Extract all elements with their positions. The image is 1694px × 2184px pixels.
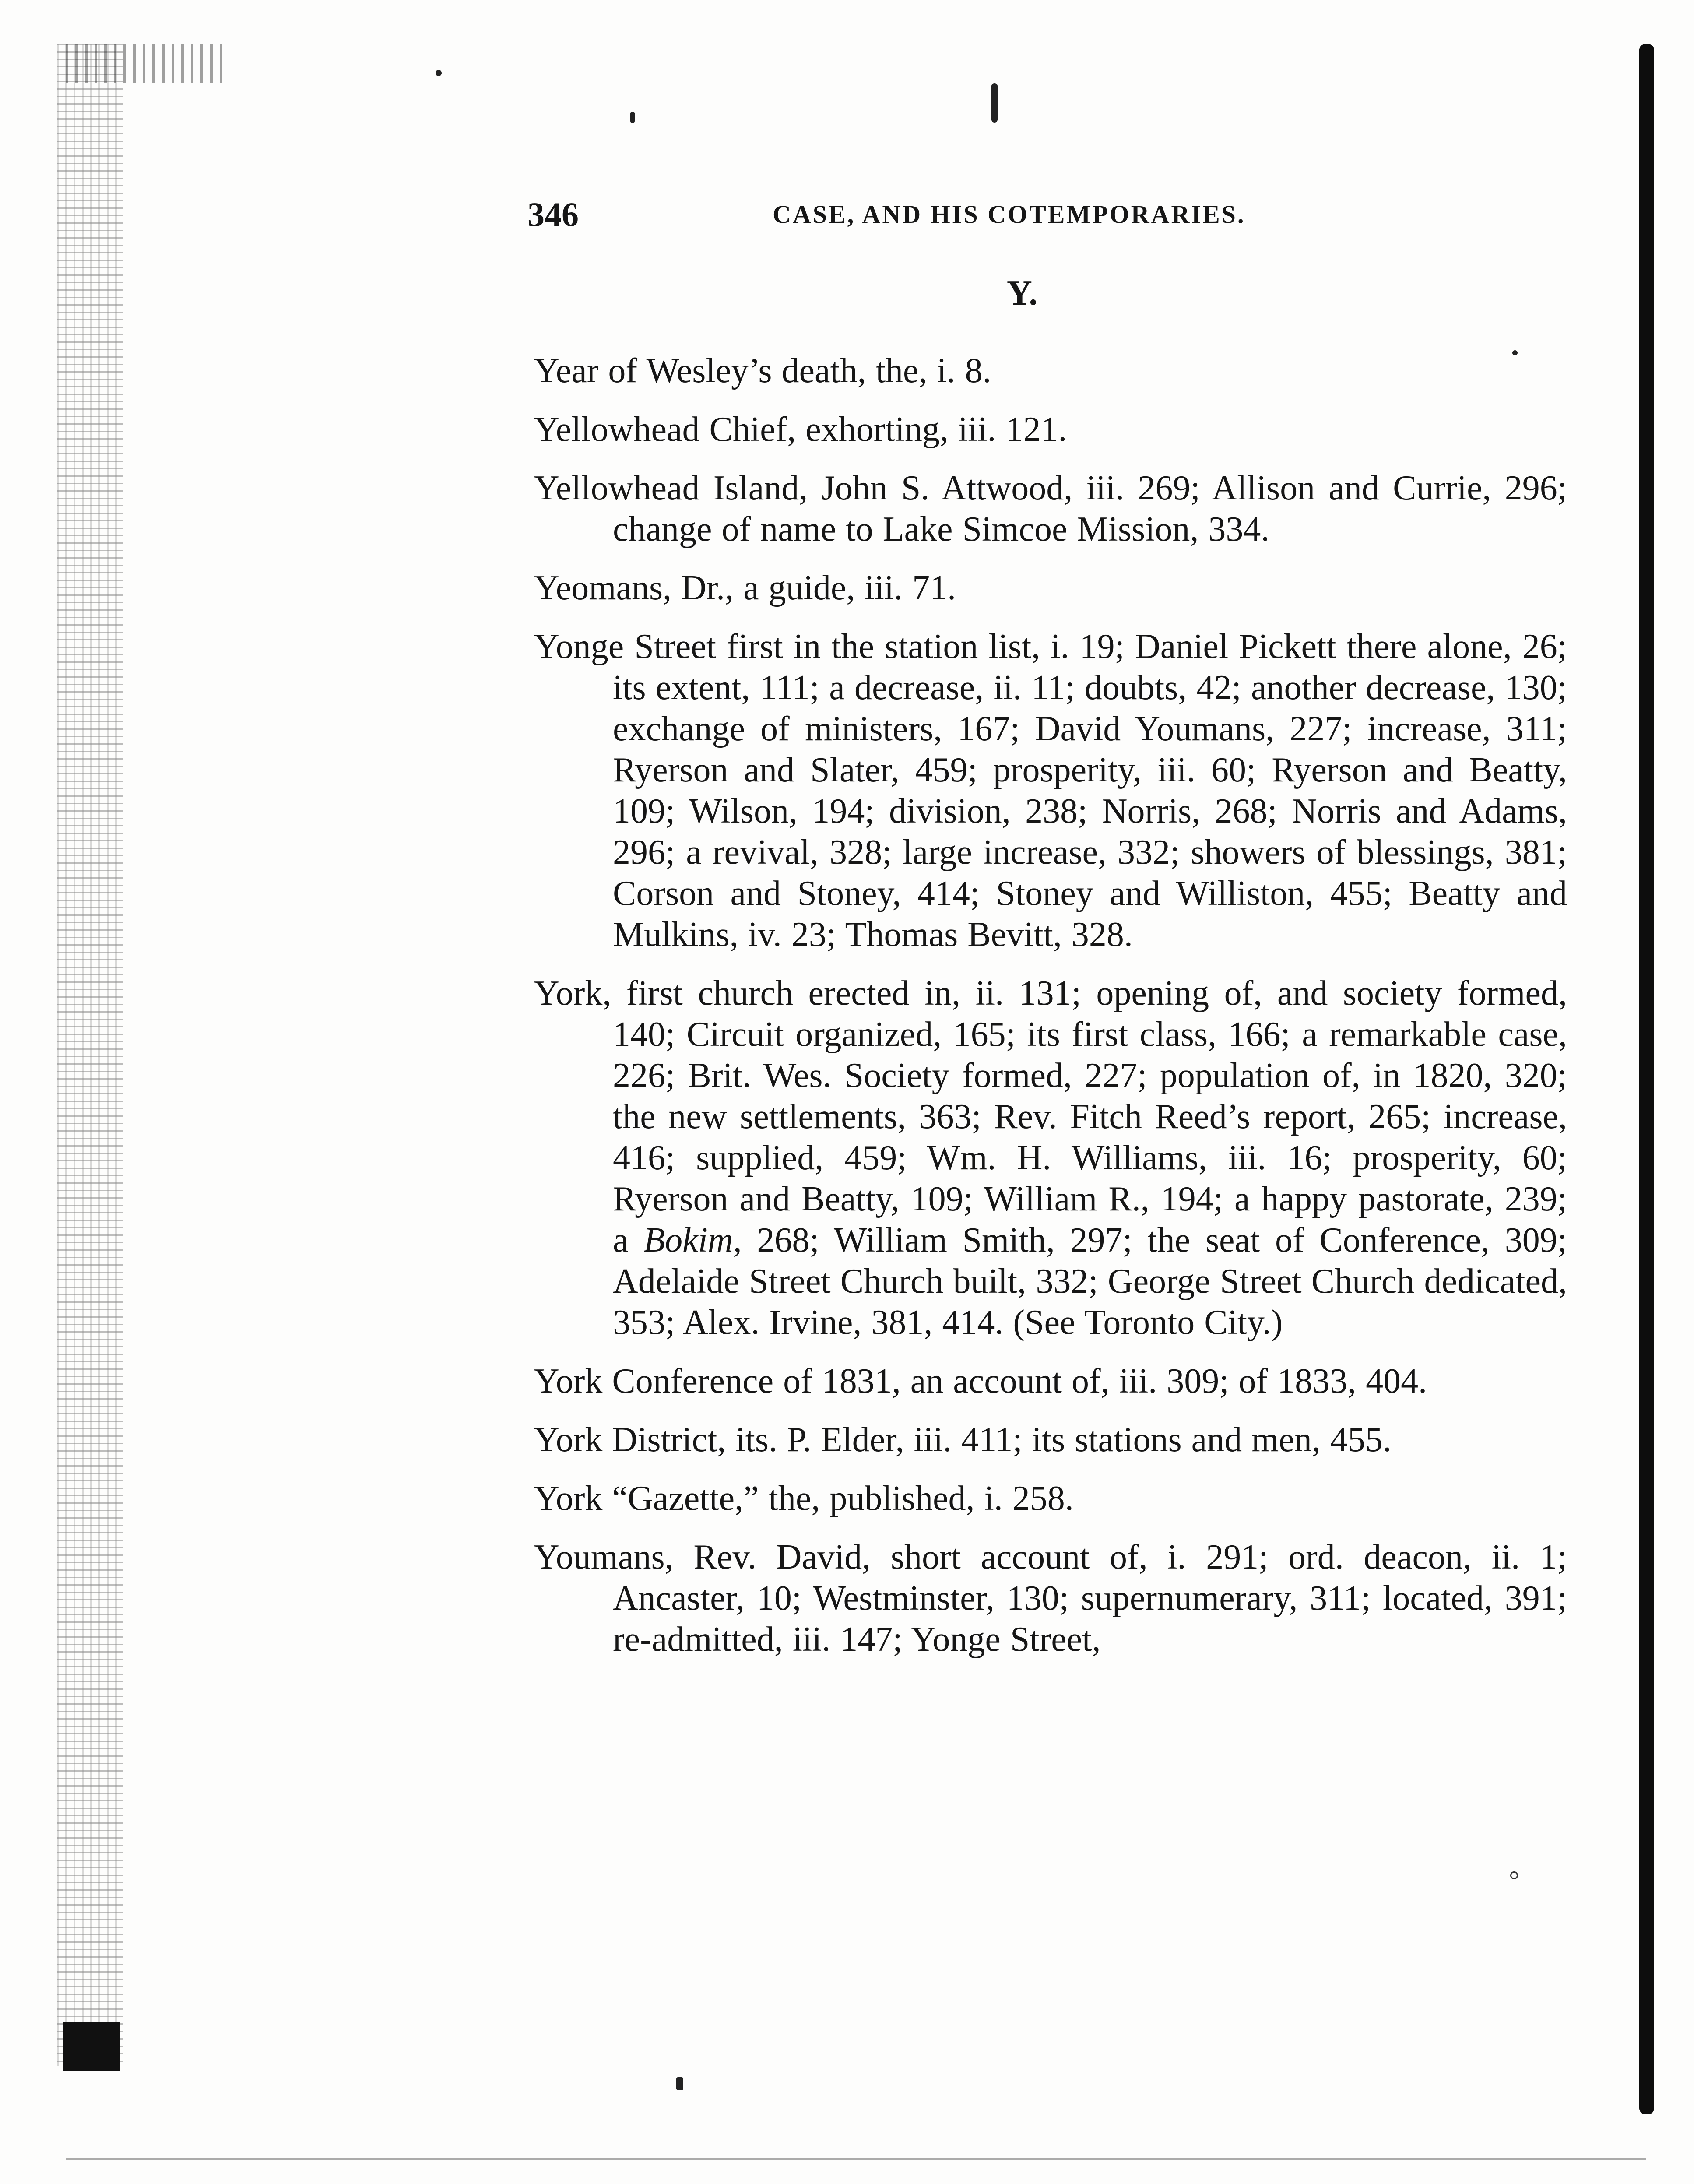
index-entry bbox=[534, 973, 1567, 1343]
index-entry: Yellowhead Island, John S. Attwood, iii. 269; Allison and Currie, 296; change of name to Lake Simcoe Mission, 334. bbox=[534, 469, 1567, 549]
scan-speck bbox=[676, 2077, 683, 2090]
scan-speck bbox=[1510, 1871, 1518, 1879]
page-number: 346 bbox=[527, 195, 579, 233]
index-entry: Yonge Street first in the station list, i. 19; Daniel Pickett there alone, 26; its extent, 111; a decrease, ii. 11; doubts, 42; another decrease, 130; exchange of ministers, 167; David Youmans, 227; increase, 311; Ryerson and Slater, 459; prosperity, iii. 60; Ryerson and Beatty, 109; Wilson, 194; division, 238; Norris, 268; Norris and Adams, 296; a revival, 328; large increase, 332; showers of blessings, 381; Corson and Stoney, 414; Stoney and Williston, 455; Beatty and Mulkins, iv. 23; Thomas Bevitt, 328. bbox=[534, 627, 1567, 954]
index-entry: York District, its. P. Elder, iii. 411; its stations and men, 455. bbox=[534, 1421, 1392, 1459]
index-entries bbox=[534, 350, 1567, 1678]
index-entry-text: York, first church erected in, ii. 131; opening of, and society formed, 140; Circuit organized, 165; its first class, 166; a remarkable case, 226; Brit. Wes. Society formed, 227; population of, in 1820, 320; the new settlements, 363; Rev. Fitch Reed’s report, 265; increase, 416; supplied, 459; Wm. H. Williams, iii. 16; prosperity, 60; Ryerson and Beatty, 109; William R., 194; a happy pastorate, 239; a bbox=[534, 974, 1567, 1259]
index-entry: Youmans, Rev. David, short account of, i. 291; ord. deacon, ii. 1; Ancaster, 10; Westminster, 130; supernumerary, 311; located, 391; re-admitted, iii. 147; Yonge Street, bbox=[534, 1538, 1567, 1659]
binding-gutter-noise bbox=[66, 44, 223, 83]
scan-speck bbox=[436, 70, 442, 76]
scan-speck bbox=[991, 83, 998, 123]
index-entry: Year of Wesley’s death, the, i. 8. bbox=[534, 352, 991, 390]
section-letter: Y. bbox=[1007, 274, 1038, 313]
index-entry: Yellowhead Chief, exhorting, iii. 121. bbox=[534, 410, 1067, 449]
binding-gutter-corner bbox=[63, 2022, 120, 2071]
running-head-title: CASE, AND HIS COTEMPORARIES. bbox=[773, 200, 1246, 229]
index-entry: Yeomans, Dr., a guide, iii. 71. bbox=[534, 569, 956, 607]
index-entry-text: 268; William Smith, 297; the seat of Conference, 309; Adelaide Street Church built, 332; George Street Church dedicated, 353; Alex. Irvine, 381, 414. (See Toronto City.) bbox=[613, 1221, 1567, 1342]
running-header bbox=[527, 190, 1578, 239]
scan-speck bbox=[630, 112, 635, 123]
right-page-edge bbox=[1639, 44, 1654, 2114]
bottom-page-edge bbox=[66, 2158, 1646, 2160]
index-entry: York “Gazette,” the, published, i. 258. bbox=[534, 1479, 1074, 1518]
index-entry-italic-text: Bokim, bbox=[643, 1221, 742, 1259]
binding-gutter-shadow bbox=[57, 44, 123, 2066]
index-entry: York Conference of 1831, an account of, iii. 309; of 1833, 404. bbox=[534, 1362, 1427, 1400]
